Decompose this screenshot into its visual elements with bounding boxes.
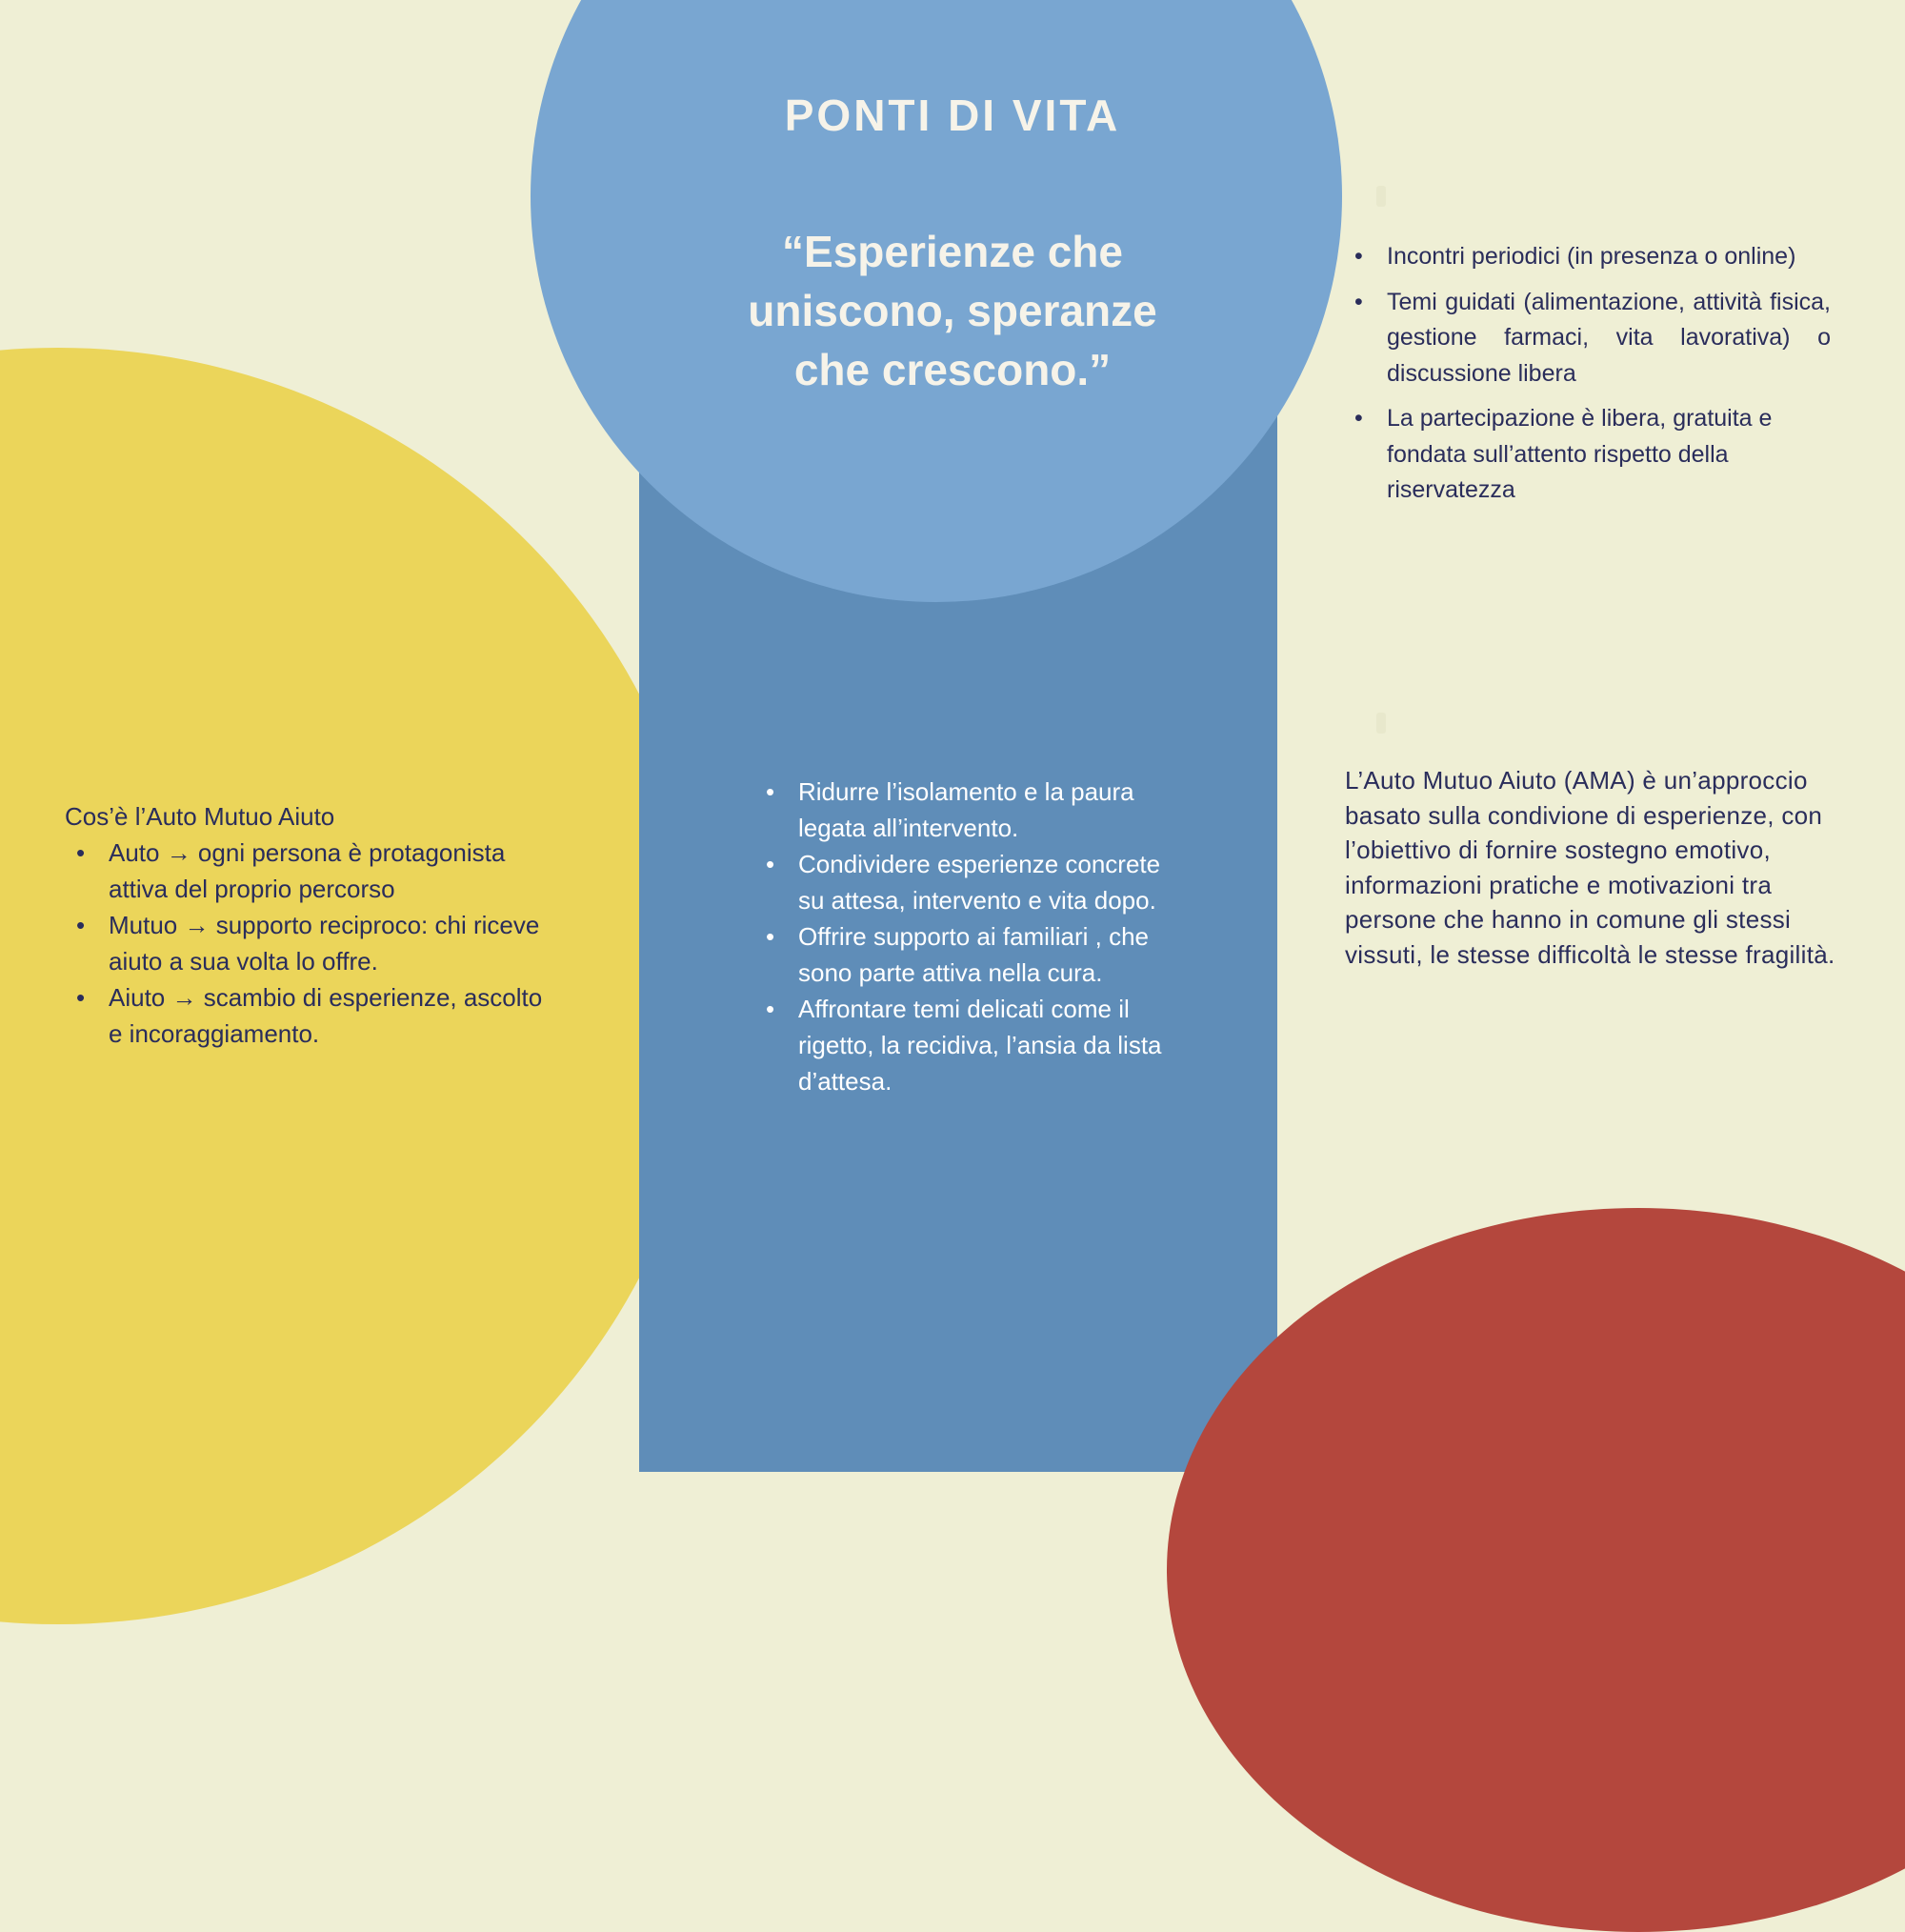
meetings-list <box>1343 239 1831 509</box>
ama-definition-section <box>65 798 560 1052</box>
list-item: • Ridurre l’isolamento e la paura legata all’intervento. <box>754 774 1173 846</box>
section-heading: Cos’è l’Auto Mutuo Aiuto <box>65 802 335 831</box>
list-item: • Temi guidati (alimentazione, attività fisica, gestione farmaci, vita lavorativa) o discussione libera <box>1343 285 1831 392</box>
list-item: • La partecipazione è libera, gratuita e fondata sull’attento rispetto della riservatezza <box>1343 401 1831 509</box>
list-item: • Offrire supporto ai familiari , che sono parte attiva nella cura. <box>754 918 1173 991</box>
meetings-info-section <box>1343 239 1831 518</box>
red-circle-decoration <box>1167 1208 1905 1932</box>
list-item: • Condividere esperienze concrete su attesa, intervento e vita dopo. <box>754 846 1173 918</box>
faint-mark <box>1376 186 1386 207</box>
list-item: • Auto → ogni persona è protagonista attiva del proprio percorso <box>65 835 560 907</box>
ama-description-paragraph: L’Auto Mutuo Aiuto (AMA) è un’approccio basato sulla condivione di esperienze, con l’obiettivo di fornire sostegno emotivo, informazioni pratiche e motivazioni tra persone che hanno in comune gli stessi vissuti, le stesse difficoltà le stesse fragilità. <box>1345 766 1835 969</box>
tagline-line: uniscono, speranze <box>748 286 1157 335</box>
list-item: • Aiuto → scambio di esperienze, ascolto e incoraggiamento. <box>65 979 560 1052</box>
tagline-line: che crescono.” <box>793 345 1112 394</box>
goals-section <box>754 774 1173 1099</box>
list-item: • Mutuo → supporto reciproco: chi riceve aiuto a sua volta lo offre. <box>65 907 560 979</box>
definition-list <box>65 835 560 1052</box>
list-item: • Incontri periodici (in presenza o online) <box>1343 239 1831 275</box>
goals-list <box>754 774 1173 1099</box>
tagline-line: “Esperienze che <box>782 227 1123 276</box>
faint-mark <box>1376 713 1386 734</box>
page-title: PONTI DI VITA <box>784 91 1121 140</box>
tagline <box>657 222 1248 399</box>
list-item: • Affrontare temi delicati come il rigetto, la recidiva, l’ansia da lista d’attesa. <box>754 991 1173 1099</box>
